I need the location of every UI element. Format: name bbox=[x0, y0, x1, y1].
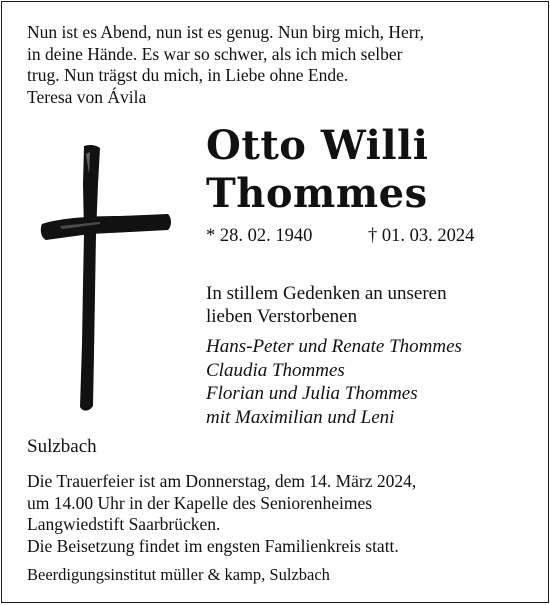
quote-line: Nun ist es Abend, nun ist es genug. Nun birg mich, Herr, bbox=[27, 22, 425, 42]
undertaker-line: Beerdigungsinstitut müller & kamp, Sulzbach bbox=[27, 565, 330, 584]
name-first: Otto Willi bbox=[206, 122, 429, 169]
quote-line: trug. Nun trägst du mich, in Liebe ohne Ende. bbox=[27, 65, 349, 85]
death-date: † 01. 03. 2024 bbox=[368, 226, 475, 246]
family-line: Hans-Peter und Renate Thommes bbox=[206, 336, 462, 357]
birth-date: * 28. 02. 1940 bbox=[206, 226, 313, 246]
cross-icon bbox=[40, 144, 172, 414]
obituary-card bbox=[1, 1, 549, 603]
memorial-line: In stillem Gedenken an unseren bbox=[206, 283, 447, 304]
family-line: mit Maximilian und Leni bbox=[206, 406, 395, 428]
funeral-line: Die Beisetzung findet im engsten Familienkreis statt. bbox=[27, 535, 399, 556]
funeral-line: um 14.00 Uhr in der Kapelle des Seniorenheimes bbox=[27, 492, 373, 513]
quote-line: in deine Hände. Es war so schwer, als ich mich selber bbox=[27, 43, 403, 64]
name-last: Thommes bbox=[206, 170, 428, 217]
funeral-line: Langwiedstift Saarbrücken. bbox=[27, 514, 221, 534]
place-name: Sulzbach bbox=[27, 436, 97, 457]
family-line: Florian und Julia Thommes bbox=[206, 383, 418, 404]
memorial-text bbox=[206, 282, 447, 328]
memorial-line: lieben Verstorbenen bbox=[206, 306, 358, 327]
quote-author: Teresa von Ávila bbox=[27, 86, 147, 107]
family-line: Claudia Thommes bbox=[206, 359, 345, 381]
funeral-line: Die Trauerfeier ist am Donnerstag, dem 14. März 2024, bbox=[27, 471, 417, 491]
funeral-info bbox=[27, 471, 416, 557]
deceased-name bbox=[206, 122, 428, 218]
family-list bbox=[206, 335, 462, 429]
quote-block bbox=[27, 22, 532, 108]
